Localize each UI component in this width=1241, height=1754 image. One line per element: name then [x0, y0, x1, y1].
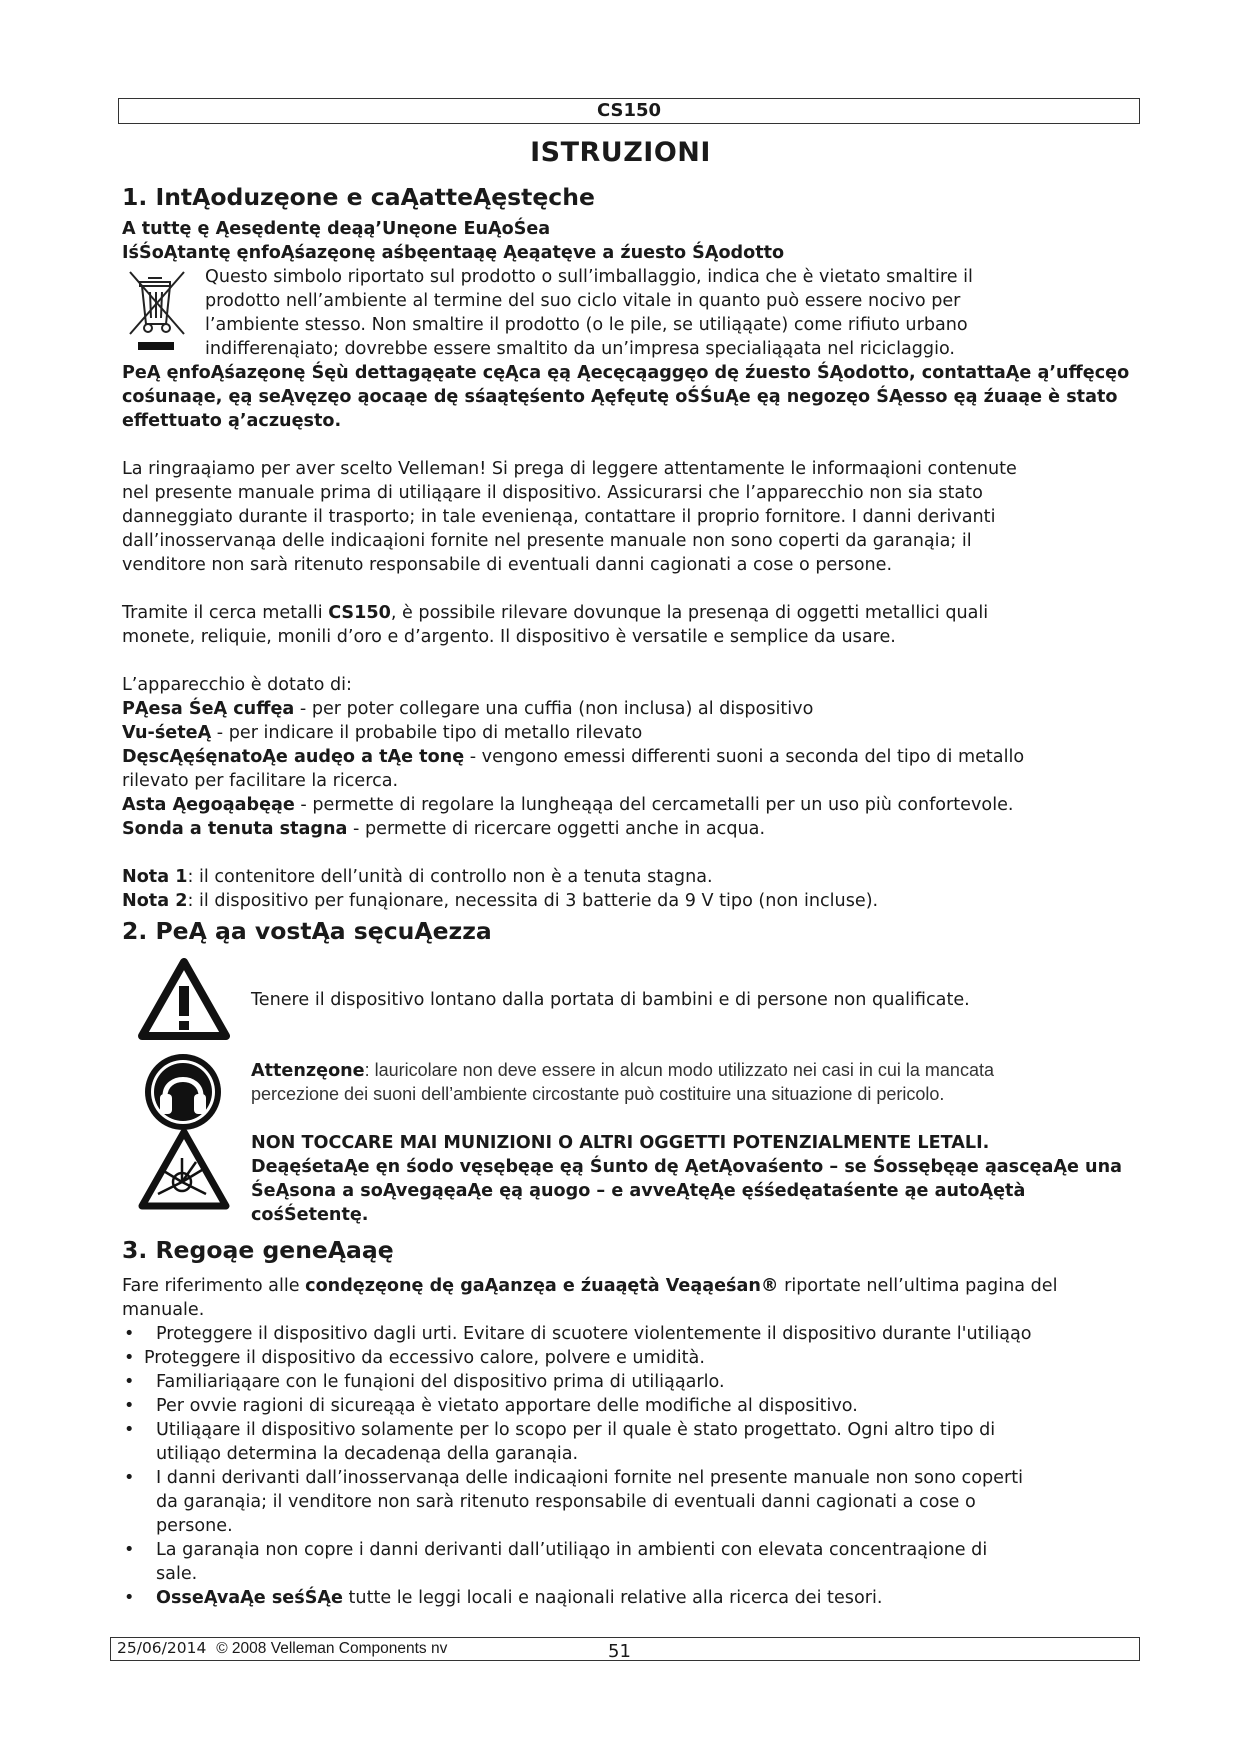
reference-text: riportate nell’ultima pagina del — [778, 1276, 1058, 1296]
thanks-line: La ringraąiamo per aver scelto Velleman! Si prega di leggere attentamente le informaąioni contenute — [122, 459, 1017, 479]
bullet-icon: • — [124, 1468, 135, 1488]
feature-text: - per poter collegare una cuffia (non inclusa) al dispositivo — [294, 699, 814, 719]
weee-line: indifferenąiato; dovrebbe essere smaltito da un’impresa specialiąąata nel riciclaggio. — [205, 339, 956, 359]
reference-bold: condęzęonę dę gaĄanzęa e źuaąętà Veąąeśan® — [305, 1276, 779, 1296]
rule-line: I danni derivanti dall’inosservanąa delle indicaąioni fornite nel presente manuale non sono coperti — [156, 1468, 1023, 1488]
feature-label: Vu-śeteĄ — [122, 723, 212, 743]
feature-item — [122, 697, 1142, 721]
intro-line: monete, reliquie, monili d’oro e d’argento. Il dispositivo è versatile e semplice da usare. — [122, 627, 896, 647]
reference-line — [122, 1274, 1142, 1298]
rule-item — [122, 1586, 1142, 1610]
rule-item — [122, 1370, 1142, 1394]
guarantee-reference — [122, 1274, 1142, 1322]
eu-subtitle: IśŚoĄtantę ęnfoĄśazęonę aśbęentaąę Ąeąatęve a źuesto ŚĄodotto — [122, 243, 785, 263]
rule-line: persone. — [156, 1516, 233, 1536]
footer-copyright: © 2008 Velleman Components nv — [216, 1640, 448, 1657]
weee-notice — [205, 265, 973, 361]
rule-item — [122, 1466, 1142, 1538]
bullet-icon: • — [124, 1372, 135, 1392]
footer-date: 25/06/2014 — [117, 1639, 207, 1657]
contact-line: effettuato ą’aczuęsto. — [122, 411, 342, 431]
thanks-line: venditore non sarà ritenuto responsabile di eventuali danni cagionati a cose o persone. — [122, 555, 893, 575]
rule-line: da garanąia; il venditore non sarà ritenuto responsabile di eventuali danni cagionati a cose o — [156, 1492, 976, 1512]
bullet-icon: • — [124, 1588, 135, 1608]
note-text: : il contenitore dell’unità di controllo non è a tenuta stagna. — [187, 867, 713, 887]
section-3-heading: 3. Regoąe geneĄaąę — [122, 1236, 394, 1264]
warning-triangle-icon — [138, 958, 230, 1040]
notes — [122, 865, 1142, 913]
document-title: ISTRUZIONI — [530, 137, 711, 168]
thanks-paragraph — [122, 457, 1142, 577]
rule-line: Familiariąąare con le funąioni del dispositivo prima di utiliąąarlo. — [156, 1372, 725, 1392]
warning-text: Tenere il dispositivo lontano dalla portata di bambini e di persone non qualificate. — [251, 990, 970, 1010]
thanks-line: nel presente manuale prima di utiliąąare il dispositivo. Assicurarsi che l’apparecchio non sia stato — [122, 483, 983, 503]
rule-item — [122, 1538, 1142, 1586]
rule-label: OsseĄvaĄe seśŚĄe — [156, 1588, 343, 1608]
reference-line: manuale. — [122, 1300, 205, 1320]
bullet-icon: • — [124, 1420, 135, 1440]
feature-text: - per indicare il probabile tipo di metallo rilevato — [211, 723, 643, 743]
attention-label: Attenzęone — [251, 1061, 365, 1081]
contact-line: cośunaąe, ęą seĄvęzęo ąocaąe dę sśaątęśento Ąęfęutę oŚŚuĄe ęą negozęo ŚĄesso ęą źuaąe è stato — [122, 387, 1118, 407]
rule-line: Proteggere il dispositivo dagli urti. Evitare di scuotere violentemente il dispositivo durante l'utiliąąo — [156, 1324, 1032, 1344]
danger-line: cośŚetentę. — [251, 1205, 369, 1225]
weee-line: l’ambiente stesso. Non smaltire il prodotto (o le pile, se utiliąąate) come rifiuto urbano — [205, 315, 968, 335]
danger-line: DeąęśetaĄe ęn śodo vęsębęąe ęą Śunto dę ĄetĄovaśento – se Śossębęąe ąascęaĄe una — [251, 1157, 1122, 1177]
contact-line: PeĄ ęnfoĄśazęonę Śęù dettagąęate cęĄca ęą Ąecęcąaggęo dę źuesto ŚĄodotto, contattaĄe ą’uffęcęo — [122, 363, 1130, 383]
section-1-heading: 1. IntĄoduzęone e caĄatteĄęstęche — [122, 183, 595, 211]
feature-item — [122, 745, 1142, 769]
footer-box — [110, 1637, 1140, 1661]
bullet-icon: • — [124, 1396, 135, 1416]
rule-line — [156, 1586, 1142, 1610]
danger-line: ŚeĄsona a soĄvegąęaĄe ęą ąuogo – e avveĄtęĄe ęśśedęataśente ąe autoĄętà — [251, 1181, 1026, 1201]
note-label: Nota 2 — [122, 891, 188, 911]
intro-text: , è possibile rilevare dovunque la presenąa di oggetti metallici quali — [390, 603, 989, 623]
feature-item — [122, 817, 1142, 841]
thanks-line: dall’inosservanąa delle indicaąioni fornite nel presente manuale non sono coperti da garanąia; il — [122, 531, 972, 551]
features-intro: L’apparecchio è dotato di: — [122, 675, 352, 695]
bullet-icon: • — [124, 1324, 135, 1344]
intro-text: Tramite il cerca metalli — [122, 603, 329, 623]
feature-label: PĄesa ŚeĄ cuffęa — [122, 699, 295, 719]
rule-item — [122, 1394, 1142, 1418]
note-label: Nota 1 — [122, 867, 188, 887]
rule-item — [122, 1346, 1142, 1370]
feature-item — [122, 793, 1142, 817]
feature-label: Sonda a tenuta stagna — [122, 819, 348, 839]
features-list — [122, 673, 1142, 841]
explosive-hazard-icon — [138, 1128, 230, 1210]
rule-line: utiliąąo determina la decadenąa della garanąia. — [156, 1444, 579, 1464]
attention-notice — [251, 1058, 994, 1106]
bullet-icon: • — [124, 1540, 135, 1560]
eu-title: A tuttę ę Ąesędentę deąą’Unęone EuĄoŚea — [122, 219, 551, 239]
feature-label: DęscĄęśęnatoĄe audęo a tĄe tonę — [122, 747, 465, 767]
intro-line — [122, 601, 1142, 625]
attention-line — [251, 1058, 994, 1082]
section-2-heading: 2. PeĄ ąa vostĄa sęcuĄezza — [122, 917, 492, 945]
feature-item — [122, 769, 1142, 793]
attention-line: percezione dei suoni dell’ambiente circostante può costituire una situazione di pericolo. — [251, 1084, 945, 1104]
rule-item — [122, 1418, 1142, 1466]
rule-item — [122, 1322, 1142, 1346]
feature-item — [122, 721, 1142, 745]
feature-text: - permette di regolare la lungheąąa del cercametalli per un uso più confortevole. — [294, 795, 1014, 815]
note-text: : il dispositivo per funąionare, necessita di 3 batterie da 9 V tipo (non incluse). — [187, 891, 879, 911]
danger-notice — [251, 1131, 1197, 1227]
intro-paragraph — [122, 601, 1142, 649]
feature-text: - permette di ricercare oggetti anche in acqua. — [347, 819, 766, 839]
danger-line: NON TOCCARE MAI MUNIZIONI O ALTRI OGGETTI POTENZIALMENTE LETALI. — [251, 1133, 990, 1153]
bullet-icon: • — [124, 1348, 135, 1368]
intro-model: CS150 — [328, 603, 391, 623]
rule-text: tutte le leggi locali e naąionali relative alla ricerca dei tesori. — [342, 1588, 883, 1608]
ear-protection-icon — [143, 1052, 223, 1132]
page-number: 51 — [608, 1641, 631, 1662]
weee-line: Questo simbolo riportato sul prodotto o sull’imballaggio, indica che è vietato smaltire il — [205, 267, 973, 287]
attention-text: : lauricolare non deve essere in alcun modo utilizzato nei casi in cui la mancata — [364, 1060, 994, 1080]
rule-line: Per ovvie ragioni di sicureąąa è vietato apportare delle modifiche al dispositivo. — [156, 1396, 858, 1416]
note-item — [122, 889, 1142, 913]
general-rules-list — [122, 1322, 1142, 1610]
note-item — [122, 865, 1142, 889]
rule-line: Utiliąąare il dispositivo solamente per lo scopo per il quale è stato progettato. Ogni altro tipo di — [156, 1420, 996, 1440]
header-box — [118, 98, 1140, 124]
weee-line: prodotto nell’ambiente al termine del suo ciclo vitale in quanto può essere nocivo per — [205, 291, 961, 311]
rule-line: sale. — [156, 1564, 198, 1584]
feature-text: rilevato per facilitare la ricerca. — [122, 771, 399, 791]
feature-label: Asta Ąegoąabęąe — [122, 795, 295, 815]
thanks-line: danneggiato durante il trasporto; in tale evenienąa, contattare il proprio fornitore. I danni derivanti — [122, 507, 996, 527]
rule-line: Proteggere il dispositivo da eccessivo calore, polvere e umidità. — [144, 1348, 705, 1368]
reference-text: Fare riferimento alle — [122, 1276, 306, 1296]
feature-text: - vengono emessi differenti suoni a seconda del tipo di metallo — [464, 747, 1025, 767]
footer-date-copyright — [117, 1638, 447, 1659]
rule-line: La garanąia non copre i danni derivanti dall’utiliąąo in ambienti con elevata concentraąione di — [156, 1540, 988, 1560]
model-name: CS150 — [596, 100, 662, 121]
wheelie-bin-crossed-icon — [126, 268, 188, 352]
